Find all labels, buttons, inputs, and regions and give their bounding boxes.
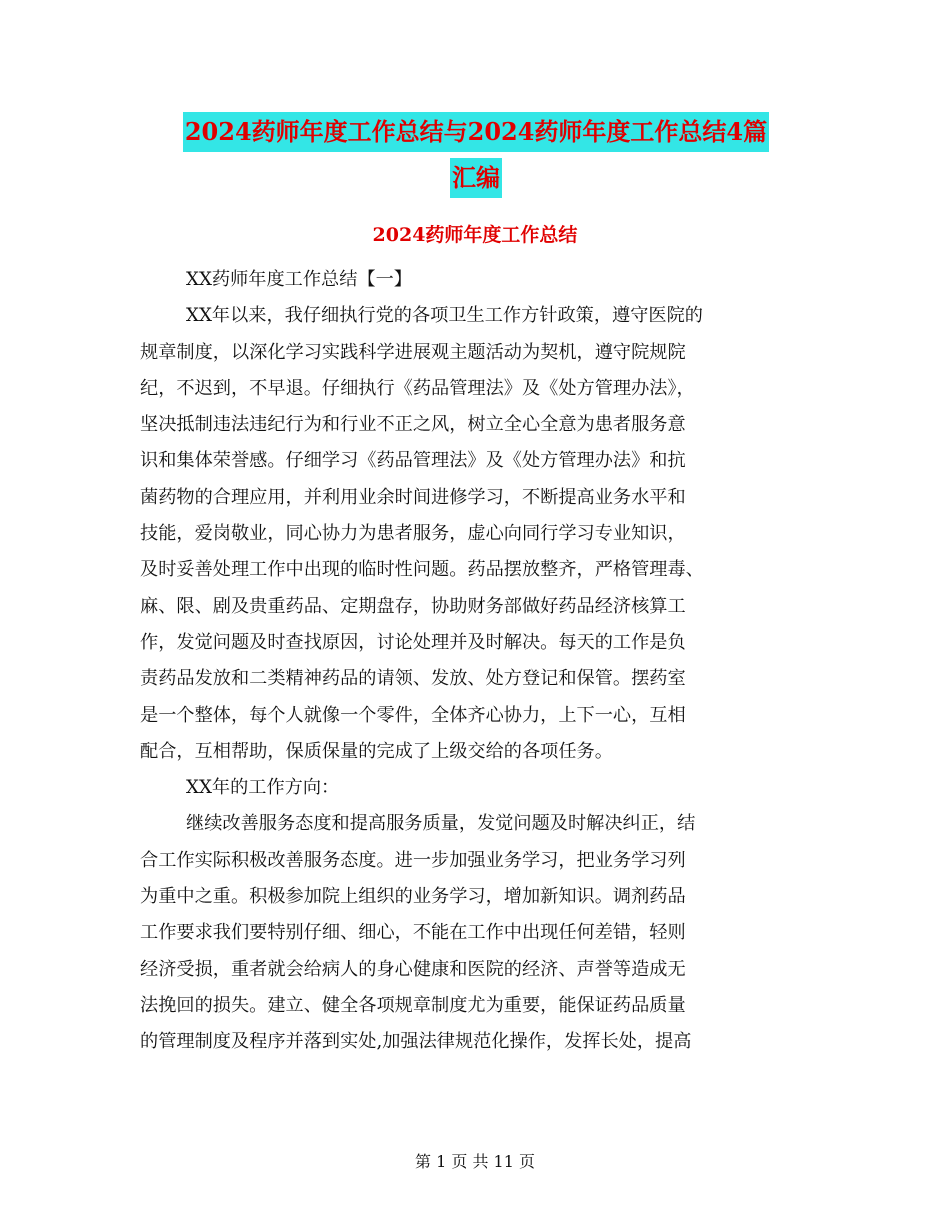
section-subtitle: 2024药师年度工作总结 [372, 224, 578, 246]
paragraph-line: 纪，不迟到，不早退。仔细执行《药品管理法》及《处方管理办法》， [140, 377, 695, 399]
paragraph-line: 是一个整体，每个人就像一个零件，全体齐心协力，上下一心，互相 [140, 704, 686, 726]
paragraph-line: XX年以来，我仔细执行党的各项卫生工作方针政策，遵守医院的 [186, 305, 703, 327]
body-text [140, 262, 812, 1061]
paragraph-line: 的管理制度及程序并落到实处,加强法律规范化操作，发挥长处，提高 [140, 1031, 692, 1053]
document-title [140, 112, 812, 198]
paragraph-line: 坚决抵制违法违纪行为和行业不正之风，树立全心全意为患者服务意 [140, 414, 686, 436]
paragraph-line: 规章制度，以深化学习实践科学进展观主题活动为契机，遵守院规院 [140, 341, 686, 363]
title-line-2: 汇编 [450, 158, 502, 198]
section-heading: XX年的工作方向： [186, 777, 340, 799]
paragraph-line: 菌药物的合理应用，并利用业余时间进修学习，不断提高业务水平和 [140, 486, 686, 508]
paragraph-line: 工作要求我们要特别仔细、细心，不能在工作中出现任何差错，轻则 [140, 922, 686, 944]
paragraph-line: 识和集体荣誉感。仔细学习《药品管理法》及《处方管理办法》和抗 [140, 450, 686, 472]
paragraph-line: 法挽回的损失。建立、健全各项规章制度尤为重要，能保证药品质量 [140, 994, 686, 1016]
title-line-1: 2024药师年度工作总结与2024药师年度工作总结4篇 [183, 112, 769, 152]
paragraph-line: 经济受损，重者就会给病人的身心健康和医院的经济、声誉等造成无 [140, 958, 686, 980]
page-footer: 第 1 页 共 11 页 [415, 1152, 535, 1171]
paragraph-line: 合工作实际积极改善服务态度。进一步加强业务学习，把业务学习列 [140, 849, 686, 871]
paragraph-line: 责药品发放和二类精神药品的请领、发放、处方登记和保管。摆药室 [140, 668, 686, 690]
paragraph-line: 麻、限、剧及贵重药品、定期盘存，协助财务部做好药品经济核算工 [140, 595, 686, 617]
paragraph-line: 及时妥善处理工作中出现的临时性问题。药品摆放整齐，严格管理毒、 [140, 559, 704, 581]
paragraph-line: 作，发觉问题及时查找原因，讨论处理并及时解决。每天的工作是负 [140, 631, 686, 653]
section-heading: XX药师年度工作总结【一】 [186, 269, 412, 290]
paragraph-line: 配合，互相帮助，保质保量的完成了上级交给的各项任务。 [140, 740, 613, 762]
paragraph-line: 为重中之重。积极参加院上组织的业务学习，增加新知识。调剂药品 [140, 886, 686, 908]
paragraph-line: 技能，爱岗敬业，同心协力为患者服务，虚心向同行学习专业知识， [140, 523, 686, 545]
paragraph-line: 继续改善服务态度和提高服务质量，发觉问题及时解决纠正，结 [186, 813, 696, 835]
